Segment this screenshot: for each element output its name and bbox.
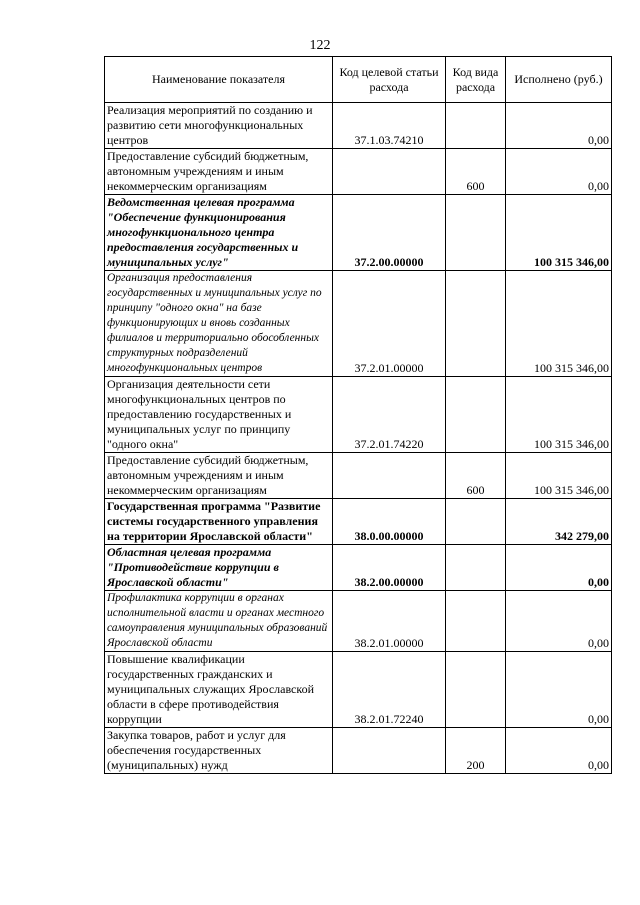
row-vid [446,195,506,271]
row-name: Государственная программа "Развитие системы государственного управления на территории Ярославской области" [105,499,333,545]
table-header-row [105,57,612,103]
row-name: Закупка товаров, работ и услуг для обеспечения государственных (муниципальных) нужд [105,728,333,774]
header-name: Наименование показателя [105,57,333,103]
table-row [105,591,612,652]
table-row [105,271,612,377]
row-vid [446,377,506,453]
row-sum: 100 315 346,00 [506,453,612,499]
header-code: Код целевой статьи расхода [333,57,446,103]
row-sum: 0,00 [506,591,612,652]
row-code: 37.2.00.00000 [333,195,446,271]
row-vid [446,652,506,728]
table-row [105,499,612,545]
row-sum: 100 315 346,00 [506,377,612,453]
table-row [105,149,612,195]
row-sum: 0,00 [506,728,612,774]
row-vid [446,591,506,652]
row-sum: 342 279,00 [506,499,612,545]
row-vid: 600 [446,149,506,195]
row-code: 37.2.01.00000 [333,271,446,377]
row-name: Предоставление субсидий бюджетным, автономным учреждениям и иным некоммерческим организациям [105,453,333,499]
table-row [105,103,612,149]
row-vid [446,103,506,149]
table-row [105,728,612,774]
row-sum: 0,00 [506,545,612,591]
row-sum: 100 315 346,00 [506,195,612,271]
table-row [105,195,612,271]
row-sum: 100 315 346,00 [506,271,612,377]
row-sum: 0,00 [506,652,612,728]
table-row [105,377,612,453]
row-code: 37.2.01.74220 [333,377,446,453]
row-name: Организация деятельности сети многофункциональных центров по предоставлению государственных и муниципальных услуг по принципу "одного окна" [105,377,333,453]
row-vid [446,271,506,377]
header-sum: Исполнено (руб.) [506,57,612,103]
row-vid [446,545,506,591]
row-name: Областная целевая программа "Противодействие коррупции в Ярославской области" [105,545,333,591]
expenditure-table [104,56,612,774]
row-vid: 200 [446,728,506,774]
row-code [333,453,446,499]
row-vid: 600 [446,453,506,499]
row-vid [446,499,506,545]
row-code: 38.2.00.00000 [333,545,446,591]
row-code: 38.2.01.72240 [333,652,446,728]
row-name: Повышение квалификации государственных гражданских и муниципальных служащих Ярославской области в сфере противодействия коррупции [105,652,333,728]
row-code: 38.2.01.00000 [333,591,446,652]
header-vid: Код вида расхода [446,57,506,103]
row-sum: 0,00 [506,103,612,149]
table-row [105,453,612,499]
row-name: Реализация мероприятий по созданию и развитию сети многофункциональных центров [105,103,333,149]
row-name: Ведомственная целевая программа "Обеспечение функционирования многофункционального центра предоставления государственных и муниципальных услуг" [105,195,333,271]
row-code: 37.1.03.74210 [333,103,446,149]
table-row [105,652,612,728]
page-number: 122 [309,38,331,53]
row-code [333,728,446,774]
row-sum: 0,00 [506,149,612,195]
table-row [105,545,612,591]
row-code: 38.0.00.00000 [333,499,446,545]
row-name: Предоставление субсидий бюджетным, автономным учреждениям и иным некоммерческим организациям [105,149,333,195]
row-name: Профилактика коррупции в органах исполнительной власти и органах местного самоуправления муниципальных образований Ярославской области [105,591,333,652]
row-code [333,149,446,195]
row-name: Организация предоставления государственных и муниципальных услуг по принципу "одного окна" на базе функционирующих и вновь созданных филиалов и территориально обособленных структурных подразделений многофункциональных центров [105,271,333,377]
